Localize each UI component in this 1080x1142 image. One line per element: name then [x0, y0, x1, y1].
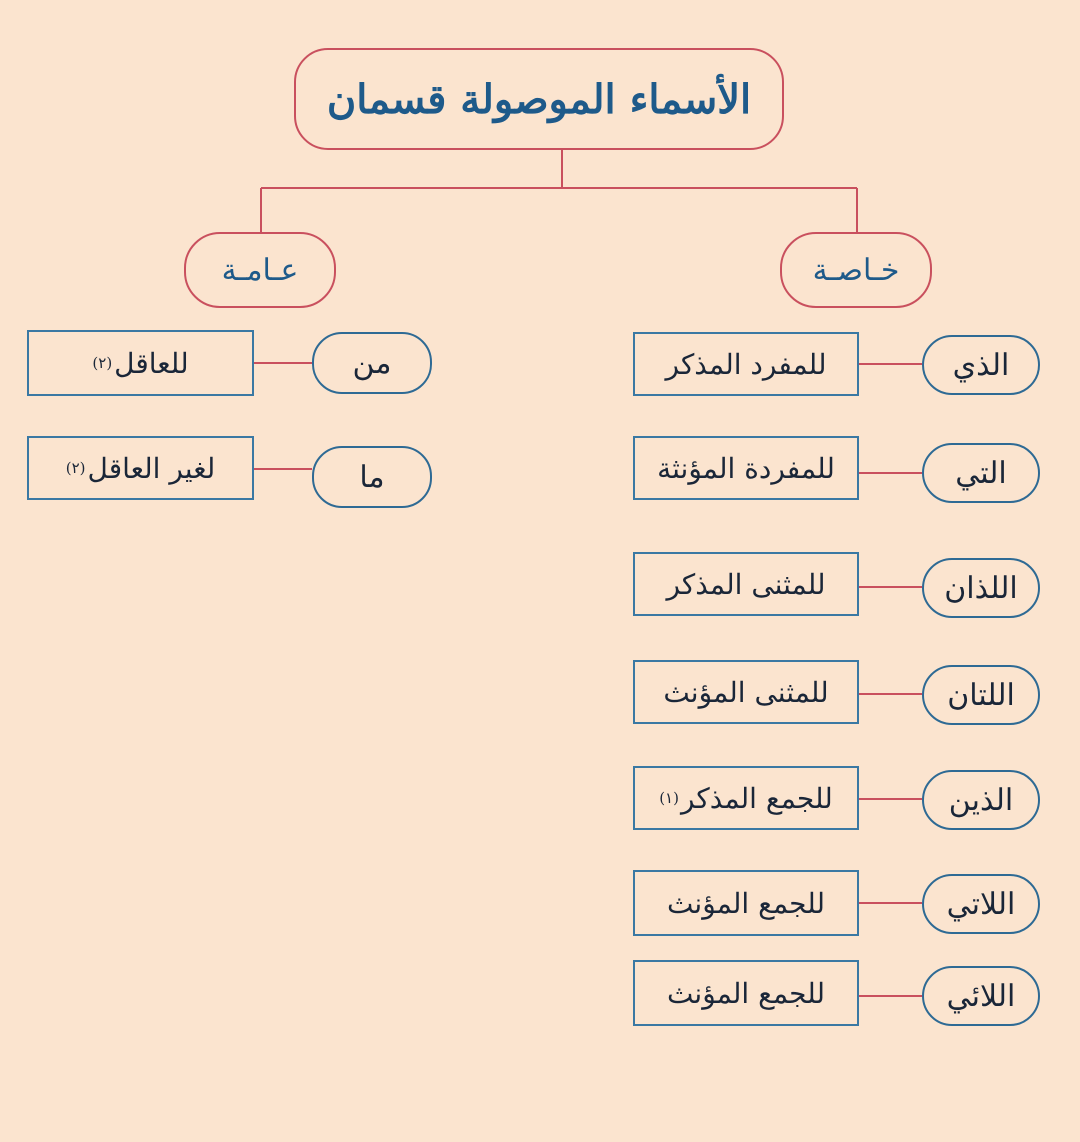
term-allatan-box	[922, 665, 1040, 725]
desc-man: للعاقل	[114, 346, 189, 380]
term-allai-box	[922, 966, 1040, 1026]
term-alladhan: اللذان	[944, 570, 1018, 606]
term-man-box	[312, 332, 432, 394]
footnote-marker: (٢)	[65, 459, 86, 477]
desc-alladhi-box	[633, 332, 859, 396]
desc-allati-plural-box	[633, 870, 859, 936]
desc-allatan: للمثنى المؤنث	[663, 675, 829, 709]
title-box	[294, 48, 784, 150]
desc-alladhan-box	[633, 552, 859, 616]
category-general-label: عـامـة	[221, 252, 299, 288]
term-allati-plural-box	[922, 874, 1040, 934]
term-alladhi: الذي	[952, 347, 1010, 383]
term-allati: التي	[955, 455, 1007, 491]
title-text: الأسماء الموصولة قسمان	[326, 75, 752, 123]
desc-alladhina-box	[633, 766, 859, 830]
desc-allati: للمفردة المؤنثة	[657, 451, 835, 485]
desc-allatan-box	[633, 660, 859, 724]
desc-allai: للجمع المؤنث	[666, 976, 826, 1010]
term-allati-box	[922, 443, 1040, 503]
footnote-marker: (١)	[659, 789, 679, 807]
term-ma: ما	[359, 459, 385, 495]
term-ma-box	[312, 446, 432, 508]
term-allatan: اللتان	[947, 677, 1015, 713]
desc-alladhina: للجمع المذكر	[680, 781, 833, 815]
term-alladhan-box	[922, 558, 1040, 618]
desc-man-box	[27, 330, 254, 396]
term-allati-plural: اللاتي	[946, 886, 1016, 922]
term-man: من	[352, 345, 392, 381]
term-alladhina-box	[922, 770, 1040, 830]
desc-alladhi: للمفرد المذكر	[665, 347, 827, 381]
desc-ma-box	[27, 436, 254, 500]
desc-alladhan: للمثنى المذكر	[666, 567, 826, 601]
term-alladhina: الذين	[948, 782, 1014, 818]
desc-ma: لغير العاقل	[87, 451, 216, 485]
footnote-marker: (٢)	[92, 354, 113, 372]
category-general-box	[184, 232, 336, 308]
desc-allati-plural: للجمع المؤنث	[666, 886, 826, 920]
term-allai: اللائي	[946, 978, 1016, 1014]
desc-allati-box	[633, 436, 859, 500]
desc-allai-box	[633, 960, 859, 1026]
category-special-box	[780, 232, 932, 308]
term-alladhi-box	[922, 335, 1040, 395]
category-special-label: خـاصـة	[812, 252, 900, 288]
